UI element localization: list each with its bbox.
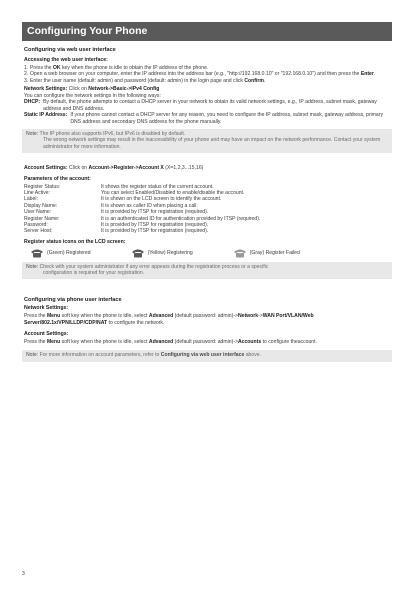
register-failed-status: (Gray) Register Failed bbox=[233, 248, 300, 258]
step-3: 3. Enter the user name (default: admin) and password (default: admin) in the login page and click Confirm. bbox=[24, 77, 266, 84]
note-registration: Note: Check with your system administrator if any error appears during the registration process or a specific configuration is required for your registration. bbox=[22, 262, 392, 280]
phone-acc-heading: Account Settings: bbox=[24, 330, 69, 337]
account-settings-line: Account Settings: Click on Account->Register->Account X (X=1,2,3...15,16) bbox=[24, 164, 204, 171]
phone-icon bbox=[30, 248, 44, 258]
param-row: Server Host: It is provided by ITSP for registration (required). bbox=[24, 228, 209, 235]
page-number: 3 bbox=[22, 571, 25, 577]
param-row: Display Name: It is shown as caller ID when placing a call. bbox=[24, 202, 198, 209]
step-2: 2. Open a web browser on your computer, enter the IP address into the address bar (e.g., "http://192.168.0.10" or "192.168.0.10") and then press the Enter. bbox=[24, 71, 376, 78]
param-row: User Name: It is provided by ITSP for registration (required). bbox=[24, 209, 209, 216]
phone-net-heading: Network Settings: bbox=[24, 305, 69, 312]
phone-ui-heading: Configuring via phone user interface bbox=[24, 297, 122, 304]
param-row: Line Active: You can select Enabled/Disabled to enable/disable the account. bbox=[24, 189, 245, 196]
network-settings-line: Network Settings: Click on Network->Basic->IPv4 Config bbox=[24, 85, 160, 92]
phone-acc-text: Press the Menu soft key when the phone is idle, select Advanced (default password: admin)->Accounts to configure theaccount. bbox=[24, 338, 317, 345]
phone-net-text: Press the Menu soft key when the phone is idle, select Advanced (default password: admin)->Network->WAN Port/VLAN/Web Server/802.1x/VPN/LLDP/CDP/NAT to configure the network. bbox=[24, 313, 314, 327]
page-title: Configuring Your Phone bbox=[22, 22, 392, 41]
dhcp-definition: DHCP: By default, the phone attempts to contact a DHCP server in your network to obtain its valid network settings, e.g., IP address, subnet mask, gateway address and DNS address. bbox=[24, 99, 377, 112]
phone-icon bbox=[131, 248, 145, 258]
static-ip-definition: Static IP Address: If your phone cannot contact a DHCP server for any reason, you need to configure the IP address, subnet mask, gateway address, primary DNS address and secondary DNS address for the phone manually. bbox=[24, 112, 383, 125]
note-ipv6: Note: The IP phone also supports IPv6, but IPv6 is disabled by default. The wrong network settings may result in the inaccessibility of your phone and may have an impact on the network performance. Contact your system administrator for more information. bbox=[22, 129, 392, 153]
status-icons-row bbox=[30, 248, 392, 258]
param-row: Password: It is provided by ITSP for registration (required). bbox=[24, 221, 209, 228]
web-ui-heading: Configuring via web user interface bbox=[24, 47, 116, 53]
registered-status: (Green) Registered bbox=[30, 248, 91, 258]
note-account-params: Note: For more information on account parameters, refer to Configuring via web user interface above. bbox=[22, 350, 392, 361]
param-row: Register Status: It shows the register status of the current account. bbox=[24, 183, 214, 190]
access-heading: Accessing the web user interface: bbox=[24, 57, 108, 63]
phone-icon bbox=[233, 248, 247, 258]
param-row: Register Name: It is an authenticated ID for authentication provided by ITSP (required). bbox=[24, 215, 261, 222]
step-1: 1. Press the OK key when the phone is idle to obtain the IP address of the phone. bbox=[24, 65, 209, 71]
param-row: Label: It is shown on the LCD screen to identify the account. bbox=[24, 196, 222, 203]
network-intro: You can configure the network settings in the following ways: bbox=[24, 92, 161, 99]
status-icons-heading: Register status icons on the LCD screen: bbox=[24, 238, 126, 245]
page bbox=[22, 22, 392, 365]
params-heading: Parameters of the account: bbox=[24, 175, 91, 182]
registering-status: (Yellow) Registering bbox=[131, 248, 193, 258]
